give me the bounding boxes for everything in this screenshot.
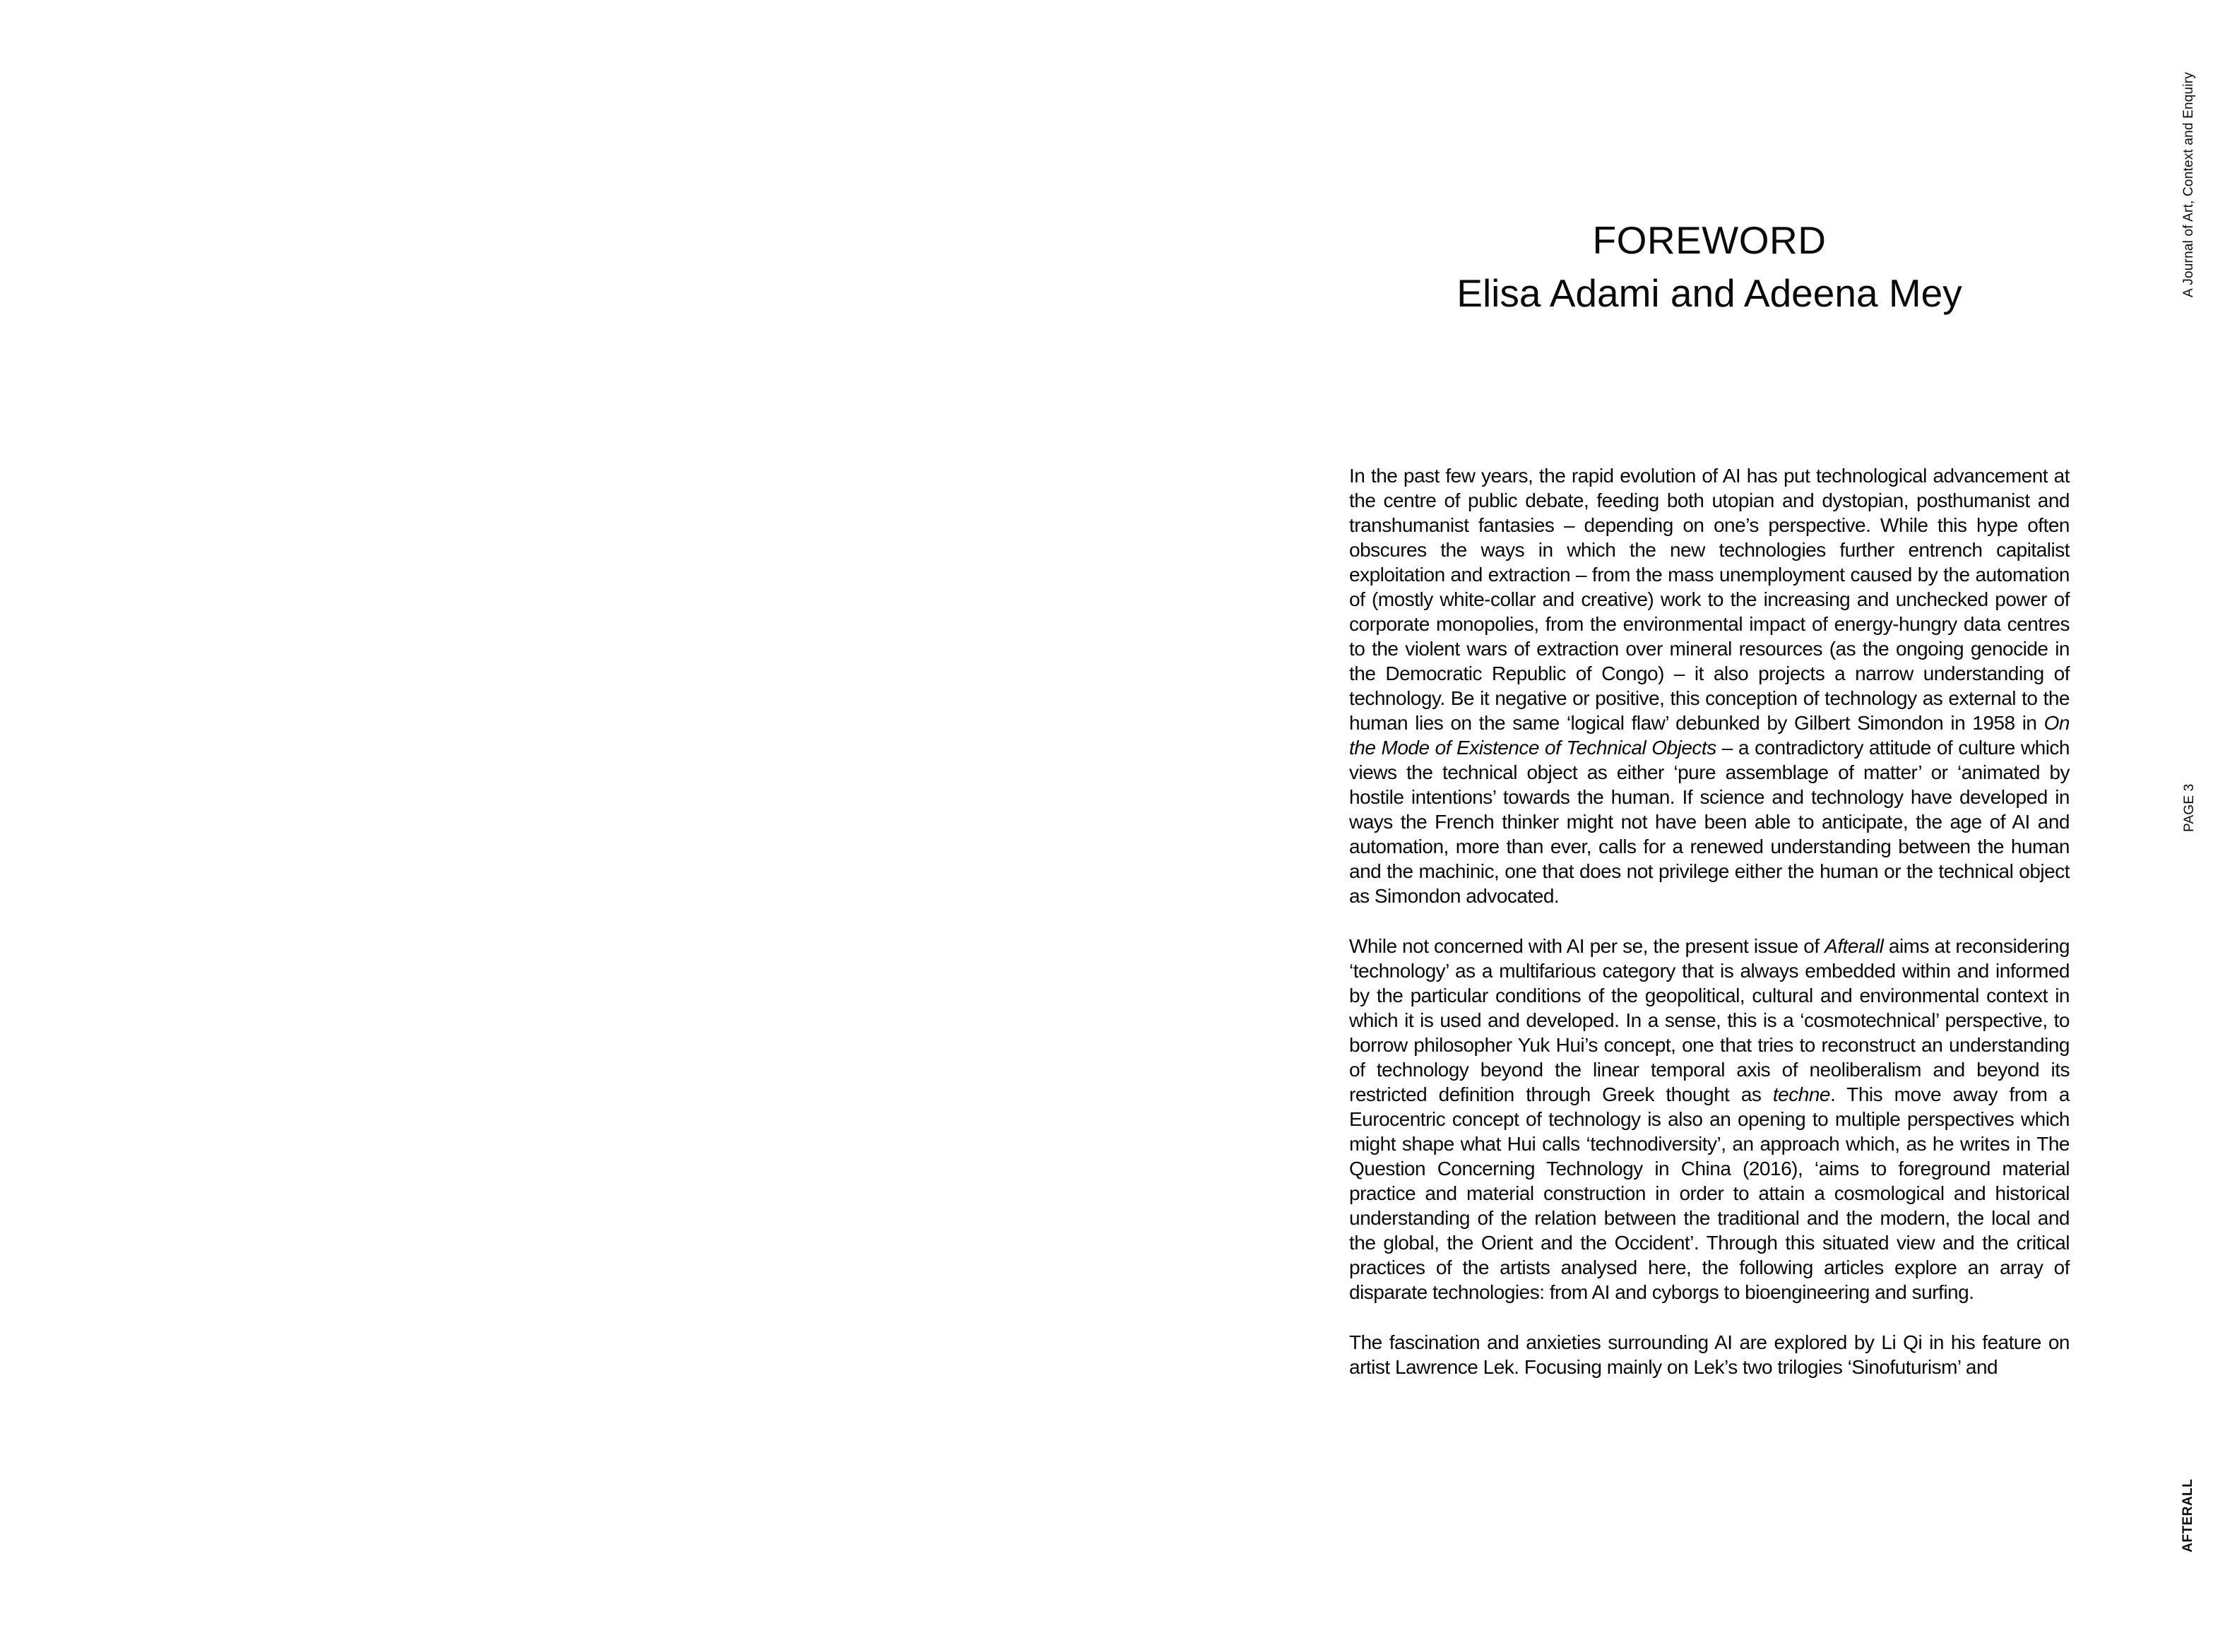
byline: Elisa Adami and Adeena Mey <box>1456 271 1962 315</box>
left-page-blank <box>0 0 1112 1652</box>
text-segment: aims at reconsidering ‘technology’ as a multifarious category that is always embedded within and informed by the particular conditions of the geopolitical, cultural and environmental context in which it is used and developed. In a sense, this is a ‘cosmotechnical’ perspective, to borrow philosopher Yuk Hui’s concept, one that tries to reconstruct an understanding of technology beyond the linear temporal axis of neoliberalism and beyond its restricted definition through Greek thought as <box>1349 935 2070 1105</box>
text-segment-italic: On the Mode of Existence of Technical Objects <box>1349 712 2070 759</box>
article-header <box>1349 214 2070 320</box>
edge-label-journal-name: AFTERALL <box>2180 1478 2195 1552</box>
text-segment: . This move away from a Eurocentric concept of technology is also an opening to multiple perspectives which might shape what Hui calls ‘technodiversity’, an approach which, as he writes in The Question Concerning Technology in China (2016), ‘aims to foreground material practice and material construction in order to attain a cosmological and historical understanding of the relation between the traditional and the modern, the local and the global, the Orient and the Occident’. Through this situated view and the critical practices of the artists analysed here, the following articles explore an array of disparate technologies: from AI and cyborgs to bioengineering and surfing. <box>1349 1083 2070 1303</box>
paragraph-2 <box>1349 934 2070 1305</box>
edge-label-page-number: PAGE 3 <box>2182 783 2197 832</box>
text-segment: While not concerned with AI per se, the present issue of <box>1349 935 1825 957</box>
paragraph-3 <box>1349 1330 2070 1379</box>
text-segment: In the past few years, the rapid evolution of AI has put technological advancement at the centre of public debate, feeding both utopian and dystopian, posthumanist and transhumanist fantasies – depending on one’s perspective. While this hype often obscures the ways in which the new technologies further entrench capitalist exploitation and extraction – from the mass unemployment caused by the automation of (mostly white-collar and creative) work to the increasing and unchecked power of corporate monopolies, from the environmental impact of energy-hungry data centres to the violent wars of extraction over mineral resources (as the ongoing genocide in the Democratic Republic of Congo) – it also projects a narrow understanding of technology. Be it negative or positive, this conception of technology as external to the human lies on the same ‘logical flaw’ debunked by Gilbert Simondon in 1958 in <box>1349 465 2070 734</box>
edge-label-journal-subtitle: A Journal of Art, Context and Enquiry <box>2181 72 2196 297</box>
text-segment: The fascination and anxieties surrounding AI are explored by Li Qi in his feature on artist Lawrence Lek. Focusing mainly on Lek’s two trilogies ‘Sinofuturism’ and <box>1349 1331 2070 1378</box>
text-segment: – a contradictory attitude of culture which views the technical object as either ‘pure assemblage of matter’ or ‘animated by hostile intentions’ towards the human. If science and technology have developed in ways the French thinker might not have been able to anticipate, the age of AI and automation, more than ever, calls for a renewed understanding between the human and the machinic, one that does not privilege either the human or the technical object as Simondon advocated. <box>1349 737 2070 907</box>
text-segment-italic: techne <box>1772 1083 1830 1105</box>
page-title: FOREWORD <box>1592 218 1827 262</box>
text-segment-italic: Afterall <box>1825 935 1884 957</box>
paragraph-1 <box>1349 463 2070 908</box>
article-body <box>1349 463 2070 1405</box>
